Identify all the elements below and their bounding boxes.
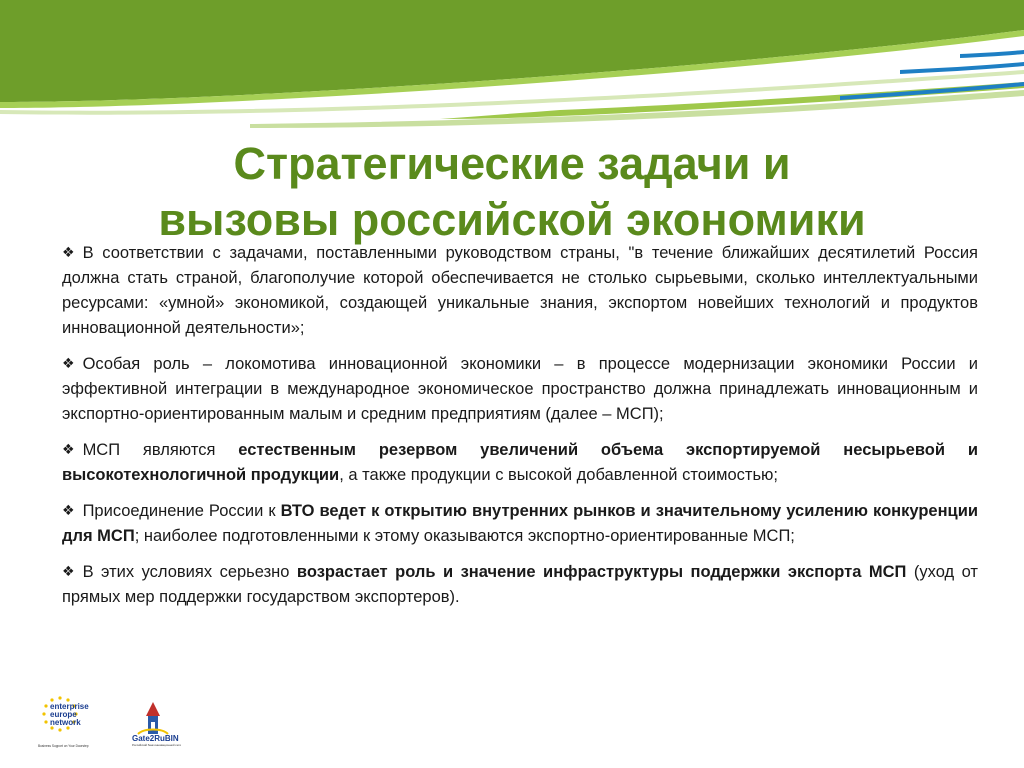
bullet-text: ; наиболее подготовленными к этому оказываются экспортно-ориентированные МСП; — [134, 527, 795, 545]
bullet-text: МСП являются — [82, 441, 239, 459]
bullet-item — [62, 559, 978, 610]
diamond-bullet-icon: ❖ — [62, 244, 75, 260]
bullet-text-bold: возрастает роль и значение инфраструктуры поддержки экспорта МСП — [296, 563, 907, 581]
diamond-bullet-icon: ❖ — [62, 563, 75, 579]
bullet-text: Особая роль – локомотива инновационной экономики – в процессе модернизации экономики России и эффективной интеграции в международное экономическое пространство должна принадлежать инновационным и экспортно-ориентированным малым и средним предприятиям (далее – МСП); — [62, 355, 978, 423]
bullet-text-bold: ВТО ведет к открытию внутренних рынков и значительному усилению конкуренции для МСП — [62, 502, 978, 545]
bullet-text: , а также продукции с высокой добавленной стоимостью; — [339, 466, 778, 484]
header-banner — [0, 0, 1024, 140]
gate2rubin-logo — [132, 702, 181, 747]
diamond-bullet-icon: ❖ — [62, 355, 75, 371]
footer-logos — [36, 694, 206, 754]
bullet-text: В этих условиях серьезно — [82, 563, 297, 581]
diamond-bullet-icon: ❖ — [62, 441, 75, 457]
bullet-text: В соответствии с задачами, поставленными руководством страны, "в течение ближайших десятилетий Россия должна стать страной, благополучие которой обеспечивается не столько сырьевыми, сколько интеллектуальными ресурсами: «умной» экономикой, создающей уникальные знания, экспортом новейших технологий и продуктов инновационной деятельности»; — [62, 244, 978, 337]
bullet-item — [62, 437, 978, 488]
een-line-1: enterprise — [50, 702, 89, 711]
bullet-item — [62, 351, 978, 427]
title-line-1: Стратегические задачи и — [233, 138, 791, 189]
bullet-text: (уход от прямых мер поддержки государством экспортеров). — [62, 563, 978, 606]
diamond-bullet-icon: ❖ — [62, 502, 75, 518]
enterprise-europe-network-logo — [38, 696, 89, 748]
gate2rubin-tagline: Российский банк инновационной сети — [132, 743, 182, 747]
page-title — [0, 136, 1024, 248]
bullet-item — [62, 240, 978, 341]
een-line-3: network — [50, 718, 81, 727]
bullet-list — [62, 240, 978, 620]
bullet-text-bold: естественным резервом увеличений объема экспортируемой несырьевой и высокотехнологичной продукции — [62, 441, 978, 484]
title-line-2: вызовы российской экономики — [158, 194, 866, 245]
een-tagline: Business Support on Your Doorstep — [38, 744, 89, 748]
gate2rubin-name: Gate2RuBIN — [132, 734, 179, 743]
een-line-2: europe — [50, 710, 77, 719]
bullet-item — [62, 498, 978, 549]
bullet-text: Присоединение России к — [82, 502, 281, 520]
